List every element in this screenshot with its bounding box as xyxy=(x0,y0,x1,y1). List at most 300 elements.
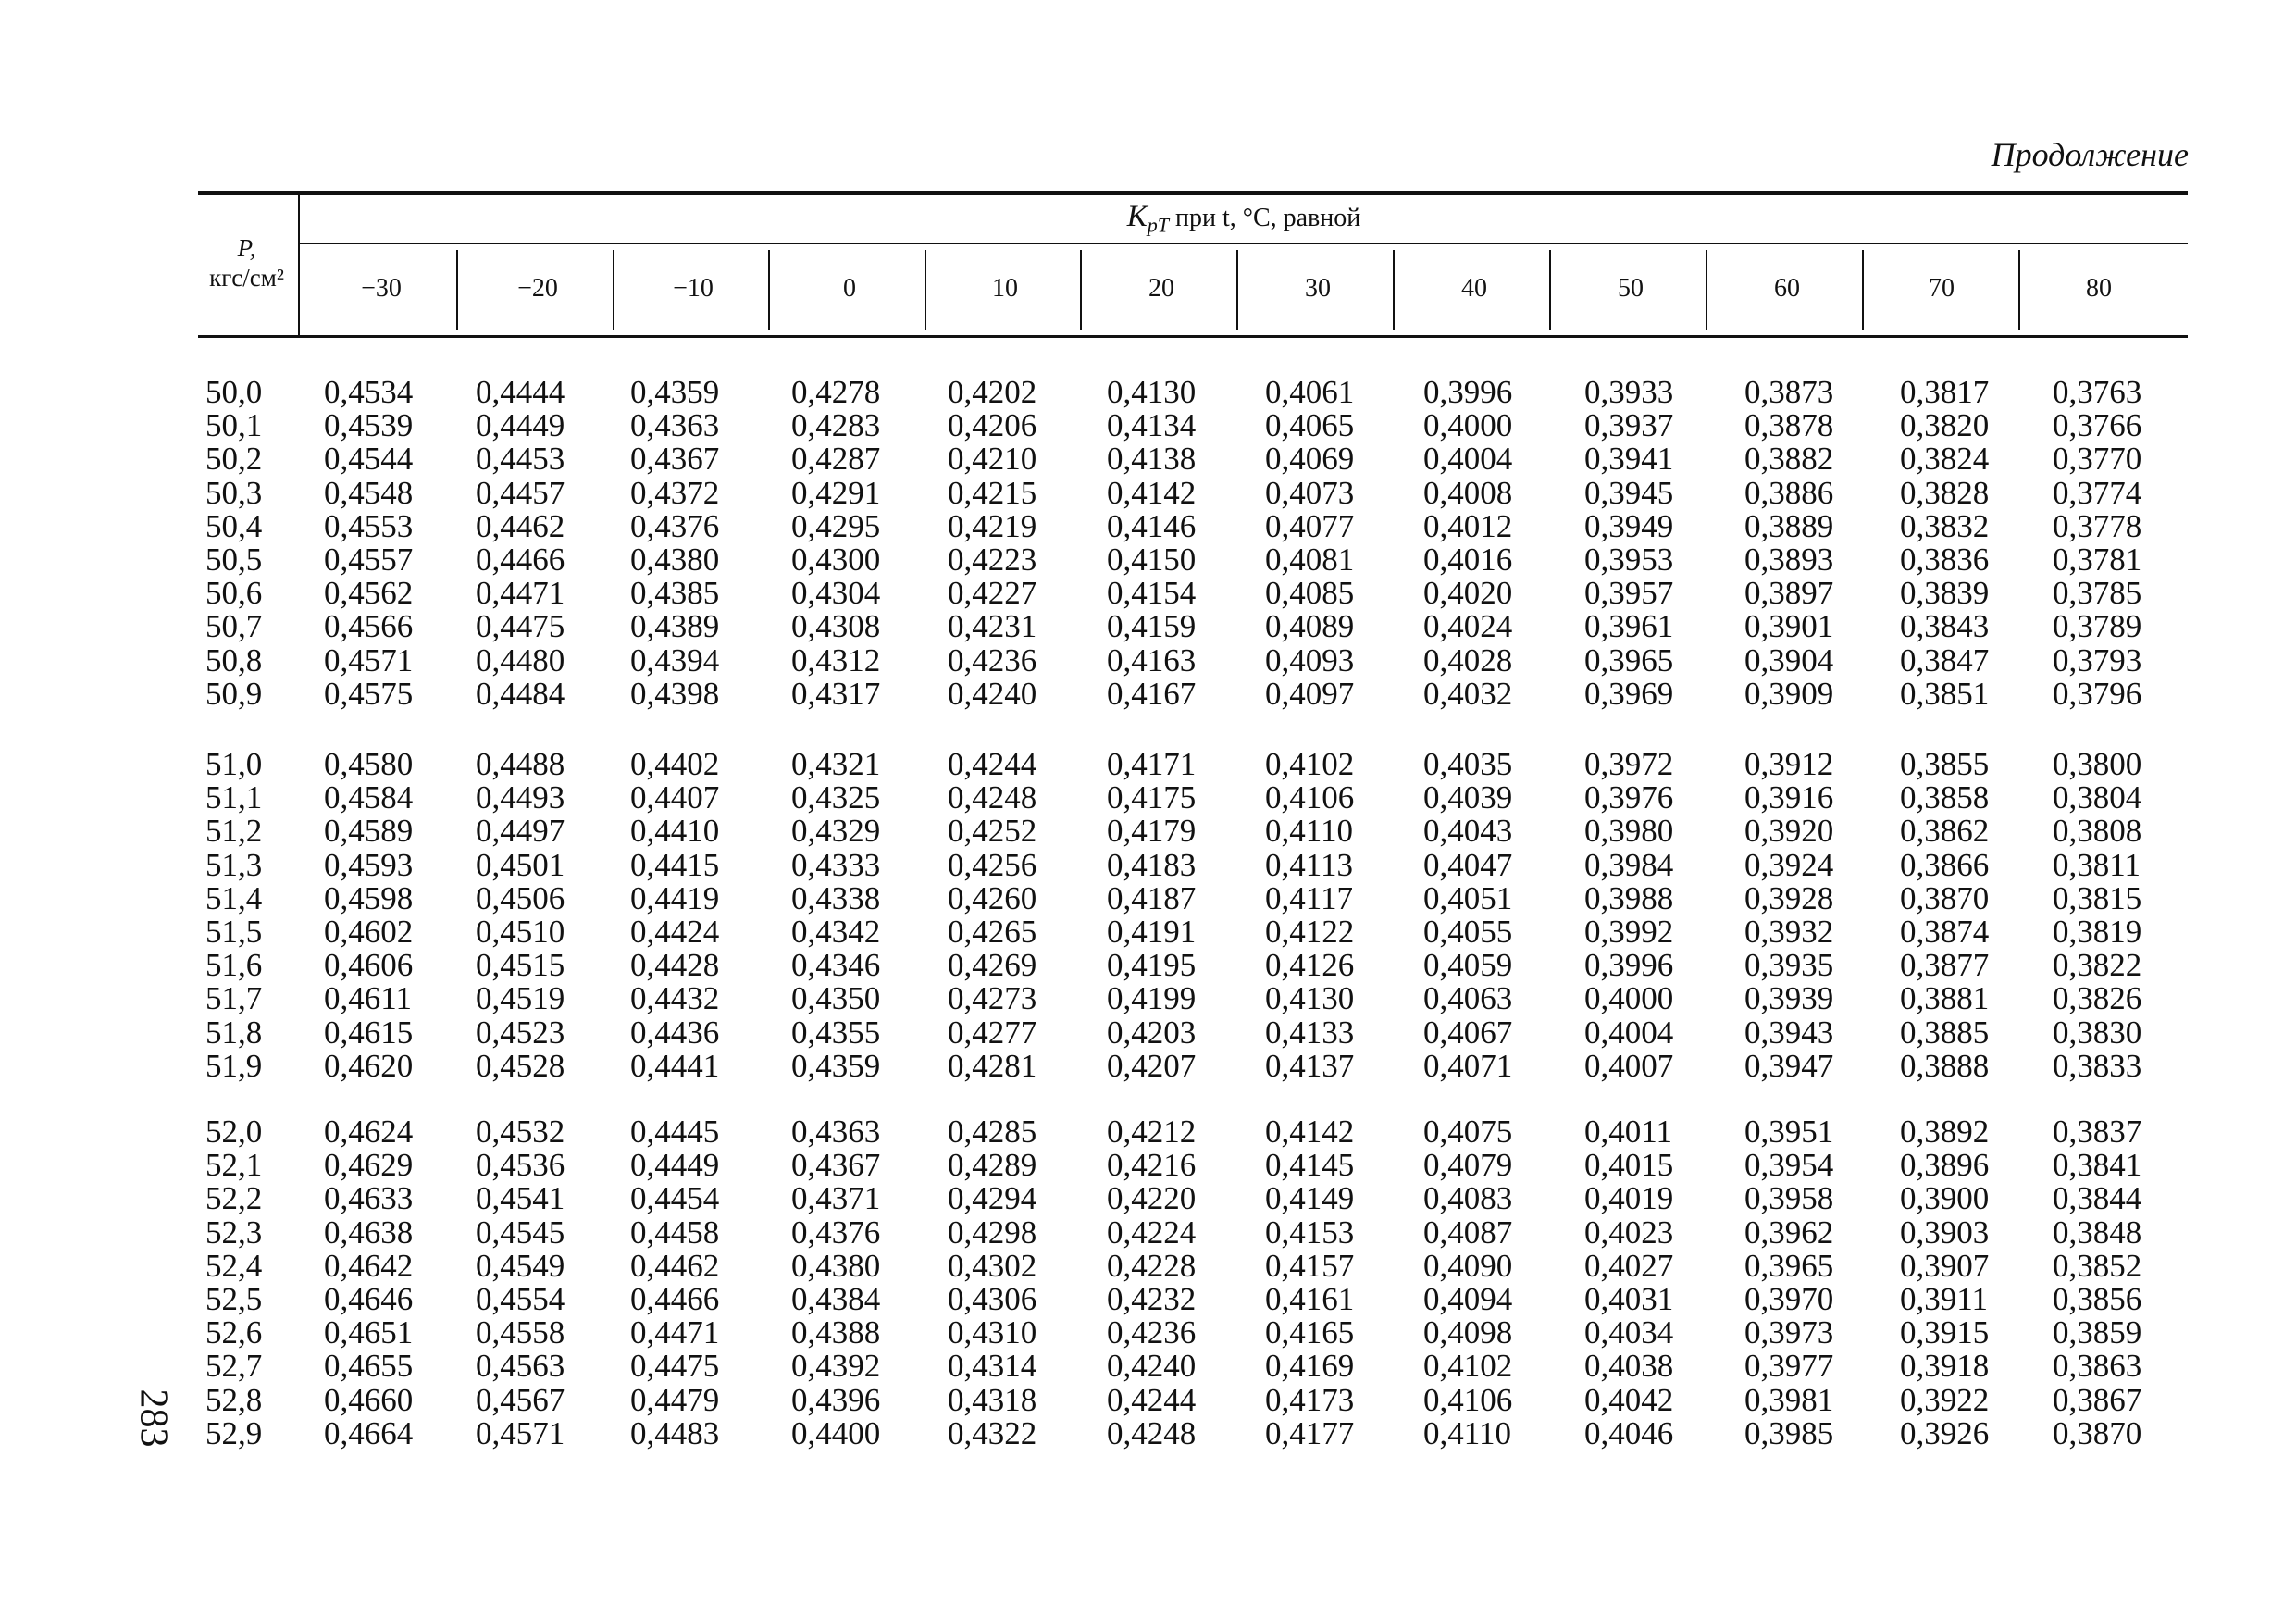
coefficient-cell: 0,3848 xyxy=(2053,1214,2142,1251)
coefficient-cell: 0,4410 xyxy=(630,813,720,849)
coefficient-cell: 0,4457 xyxy=(476,475,565,511)
coefficient-cell: 0,4575 xyxy=(324,676,414,712)
coefficient-cell: 0,3781 xyxy=(2053,541,2142,578)
pressure-cell: 50,6 xyxy=(205,575,263,611)
coefficient-cell: 0,3949 xyxy=(1584,508,1674,544)
coefficient-cell: 0,4203 xyxy=(1107,1014,1197,1051)
coefficient-cell: 0,4215 xyxy=(948,475,1037,511)
pressure-cell: 52,6 xyxy=(205,1314,263,1350)
coefficient-cell: 0,4484 xyxy=(476,676,565,712)
coefficient-cell: 0,4322 xyxy=(948,1415,1037,1451)
coefficient-cell: 0,3972 xyxy=(1584,746,1674,782)
coefficient-cell: 0,4137 xyxy=(1265,1048,1355,1084)
coefficient-cell: 0,3933 xyxy=(1584,374,1674,410)
pressure-cell: 52,1 xyxy=(205,1147,263,1183)
coefficient-cell: 0,3852 xyxy=(2053,1248,2142,1284)
coefficient-cell: 0,4039 xyxy=(1423,779,1513,815)
coefficient-cell: 0,4145 xyxy=(1265,1147,1355,1183)
coefficient-cell: 0,4466 xyxy=(476,541,565,578)
coefficient-cell: 0,4024 xyxy=(1423,608,1513,644)
table-row xyxy=(0,543,2296,577)
coefficient-cell: 0,4073 xyxy=(1265,475,1355,511)
coefficient-cell: 0,4548 xyxy=(324,475,414,511)
pressure-cell: 52,7 xyxy=(205,1348,263,1384)
coefficient-cell: 0,3973 xyxy=(1744,1314,1834,1350)
pressure-cell: 51,7 xyxy=(205,980,263,1016)
coefficient-cell: 0,4493 xyxy=(476,779,565,815)
coefficient-cell: 0,4023 xyxy=(1584,1214,1674,1251)
coefficient-cell: 0,3874 xyxy=(1900,914,1990,950)
coefficient-cell: 0,4394 xyxy=(630,642,720,678)
coefficient-cell: 0,4441 xyxy=(630,1048,720,1084)
coefficient-cell: 0,4318 xyxy=(948,1382,1037,1418)
table-row xyxy=(0,409,2296,442)
coefficient-cell: 0,3882 xyxy=(1744,441,1834,477)
coefficient-cell: 0,4223 xyxy=(948,541,1037,578)
coefficient-cell: 0,4232 xyxy=(1107,1281,1197,1317)
coefficient-cell: 0,4011 xyxy=(1584,1114,1672,1150)
coefficient-cell: 0,4655 xyxy=(324,1348,414,1384)
coefficient-cell: 0,3832 xyxy=(1900,508,1990,544)
coefficient-cell: 0,4633 xyxy=(324,1180,414,1216)
coefficient-cell: 0,3885 xyxy=(1900,1014,1990,1051)
temperature-column-divider xyxy=(613,250,614,330)
pressure-cell: 51,2 xyxy=(205,813,263,849)
table-row xyxy=(0,1384,2296,1417)
coefficient-cell: 0,4207 xyxy=(1107,1048,1197,1084)
coefficient-cell: 0,4497 xyxy=(476,813,565,849)
temperature-column-divider xyxy=(1862,250,1864,330)
coefficient-cell: 0,4294 xyxy=(948,1180,1037,1216)
coefficient-cell: 0,4187 xyxy=(1107,880,1197,916)
pressure-cell: 51,3 xyxy=(205,847,263,883)
temperature-header-cell: 80 xyxy=(2086,274,2112,303)
coefficient-cell: 0,3962 xyxy=(1744,1214,1834,1251)
coefficient-cell: 0,4664 xyxy=(324,1415,414,1451)
coefficient-cell: 0,4285 xyxy=(948,1114,1037,1150)
coefficient-cell: 0,4277 xyxy=(948,1014,1037,1051)
pressure-cell: 50,9 xyxy=(205,676,263,712)
coefficient-cell: 0,4589 xyxy=(324,813,414,849)
coefficient-cell: 0,4106 xyxy=(1423,1382,1513,1418)
coefficient-cell: 0,4615 xyxy=(324,1014,414,1051)
coefficient-cell: 0,4171 xyxy=(1107,746,1197,782)
coefficient-cell: 0,4523 xyxy=(476,1014,565,1051)
coefficient-cell: 0,4359 xyxy=(630,374,720,410)
coefficient-cell: 0,4089 xyxy=(1265,608,1355,644)
table-row xyxy=(0,1050,2296,1083)
coefficient-cell: 0,3980 xyxy=(1584,813,1674,849)
table-top-rule xyxy=(198,191,2188,195)
coefficient-cell: 0,3785 xyxy=(2053,575,2142,611)
coefficient-cell: 0,4055 xyxy=(1423,914,1513,950)
pressure-unit: кгс/см² xyxy=(209,264,284,292)
coefficient-cell: 0,4032 xyxy=(1423,676,1513,712)
coefficient-cell: 0,4212 xyxy=(1107,1114,1197,1150)
temperature-header-cell: 50 xyxy=(1618,274,1644,303)
coefficient-cell: 0,4444 xyxy=(476,374,565,410)
coefficient-cell: 0,4093 xyxy=(1265,642,1355,678)
pressure-cell: 52,9 xyxy=(205,1415,263,1451)
coefficient-cell: 0,4289 xyxy=(948,1147,1037,1183)
coefficient-cell: 0,4130 xyxy=(1265,980,1355,1016)
table-row xyxy=(0,748,2296,781)
coefficient-cell: 0,3774 xyxy=(2053,475,2142,511)
pressure-cell: 51,5 xyxy=(205,914,263,950)
coefficient-cell: 0,4545 xyxy=(476,1214,565,1251)
coefficient-cell: 0,3939 xyxy=(1744,980,1834,1016)
coefficient-cell: 0,3817 xyxy=(1900,374,1990,410)
pressure-cell: 51,1 xyxy=(205,779,263,815)
coefficient-cell: 0,3888 xyxy=(1900,1048,1990,1084)
coefficient-cell: 0,4256 xyxy=(948,847,1037,883)
coefficient-cell: 0,4169 xyxy=(1265,1348,1355,1384)
coefficient-cell: 0,4453 xyxy=(476,441,565,477)
coefficient-cell: 0,3988 xyxy=(1584,880,1674,916)
coefficient-cell: 0,4130 xyxy=(1107,374,1197,410)
coefficient-cell: 0,3886 xyxy=(1744,475,1834,511)
coefficient-cell: 0,4195 xyxy=(1107,947,1197,983)
coefficient-cell: 0,4035 xyxy=(1423,746,1513,782)
coefficient-cell: 0,4400 xyxy=(791,1415,881,1451)
coefficient-cell: 0,4149 xyxy=(1265,1180,1355,1216)
coefficient-cell: 0,4363 xyxy=(791,1114,881,1150)
coefficient-cell: 0,4359 xyxy=(791,1048,881,1084)
coefficient-cell: 0,4558 xyxy=(476,1314,565,1350)
coefficient-cell: 0,3873 xyxy=(1744,374,1834,410)
coefficient-cell: 0,4372 xyxy=(630,475,720,511)
coefficient-cell: 0,4563 xyxy=(476,1348,565,1384)
coefficient-cell: 0,4314 xyxy=(948,1348,1037,1384)
coefficient-cell: 0,3984 xyxy=(1584,847,1674,883)
coefficient-cell: 0,4458 xyxy=(630,1214,720,1251)
coefficient-cell: 0,4283 xyxy=(791,407,881,443)
temperature-column-divider xyxy=(456,250,458,330)
coefficient-cell: 0,3863 xyxy=(2053,1348,2142,1384)
coefficient-cell: 0,4466 xyxy=(630,1281,720,1317)
coefficient-cell: 0,4159 xyxy=(1107,608,1197,644)
coefficient-cell: 0,4396 xyxy=(791,1382,881,1418)
pressure-cell: 52,2 xyxy=(205,1180,263,1216)
pressure-cell: 52,8 xyxy=(205,1382,263,1418)
temperature-header-cell: 40 xyxy=(1461,274,1487,303)
coefficient-cell: 0,3926 xyxy=(1900,1415,1990,1451)
temperature-header-cell: 60 xyxy=(1774,274,1800,303)
coefficient-cell: 0,4042 xyxy=(1584,1382,1674,1418)
coefficient-cell: 0,4069 xyxy=(1265,441,1355,477)
table-row xyxy=(0,1283,2296,1316)
coefficient-cell: 0,4248 xyxy=(948,779,1037,815)
coefficient-cell: 0,4004 xyxy=(1584,1014,1674,1051)
coefficient-cell: 0,4153 xyxy=(1265,1214,1355,1251)
coefficient-cell: 0,3867 xyxy=(2053,1382,2142,1418)
coefficient-cell: 0,4462 xyxy=(630,1248,720,1284)
coefficient-cell: 0,4051 xyxy=(1423,880,1513,916)
table-row xyxy=(0,678,2296,711)
table-row xyxy=(0,849,2296,882)
coefficient-cell: 0,4567 xyxy=(476,1382,565,1418)
coefficient-cell: 0,4173 xyxy=(1265,1382,1355,1418)
pressure-cell: 51,0 xyxy=(205,746,263,782)
table-row xyxy=(0,1316,2296,1350)
coefficient-cell: 0,4278 xyxy=(791,374,881,410)
temperature-header-cell: 70 xyxy=(1929,274,1955,303)
coefficient-cell: 0,4528 xyxy=(476,1048,565,1084)
coefficient-cell: 0,4471 xyxy=(476,575,565,611)
coefficient-cell: 0,4102 xyxy=(1423,1348,1513,1384)
coefficient-cell: 0,4445 xyxy=(630,1114,720,1150)
coefficient-cell: 0,3932 xyxy=(1744,914,1834,950)
coefficient-cell: 0,4515 xyxy=(476,947,565,983)
coefficient-cell: 0,3954 xyxy=(1744,1147,1834,1183)
coefficient-cell: 0,3889 xyxy=(1744,508,1834,544)
coefficient-cell: 0,4228 xyxy=(1107,1248,1197,1284)
table-row xyxy=(0,1182,2296,1215)
coefficient-cell: 0,3961 xyxy=(1584,608,1674,644)
coefficient-cell: 0,4110 xyxy=(1423,1415,1511,1451)
coefficient-cell: 0,4660 xyxy=(324,1382,414,1418)
coefficient-cell: 0,3856 xyxy=(2053,1281,2142,1317)
coefficient-cell: 0,4146 xyxy=(1107,508,1197,544)
table-row xyxy=(0,1149,2296,1182)
table-row xyxy=(0,376,2296,409)
temperature-header-cell: 30 xyxy=(1305,274,1331,303)
coefficient-cell: 0,4126 xyxy=(1265,947,1355,983)
coefficient-cell: 0,4175 xyxy=(1107,779,1197,815)
coefficient-cell: 0,3935 xyxy=(1744,947,1834,983)
temperature-column-divider xyxy=(1706,250,1707,330)
temperature-column-divider xyxy=(1236,250,1238,330)
coefficient-cell: 0,4094 xyxy=(1423,1281,1513,1317)
coefficient-cell: 0,3800 xyxy=(2053,746,2142,782)
coefficient-cell: 0,4415 xyxy=(630,847,720,883)
coefficient-cell: 0,4028 xyxy=(1423,642,1513,678)
coefficient-cell: 0,4061 xyxy=(1265,374,1355,410)
coefficient-cell: 0,4329 xyxy=(791,813,881,849)
coefficient-cell: 0,3836 xyxy=(1900,541,1990,578)
coefficient-cell: 0,4000 xyxy=(1423,407,1513,443)
coefficient-cell: 0,3920 xyxy=(1744,813,1834,849)
coefficient-cell: 0,4355 xyxy=(791,1014,881,1051)
coefficient-cell: 0,4133 xyxy=(1265,1014,1355,1051)
coefficient-cell: 0,4593 xyxy=(324,847,414,883)
coefficient-cell: 0,3833 xyxy=(2053,1048,2142,1084)
pressure-cell: 52,3 xyxy=(205,1214,263,1251)
coefficient-cell: 0,4224 xyxy=(1107,1214,1197,1251)
coefficient-cell: 0,4651 xyxy=(324,1314,414,1350)
coefficient-cell: 0,3819 xyxy=(2053,914,2142,950)
coefficient-cell: 0,4363 xyxy=(630,407,720,443)
coefficient-cell: 0,3844 xyxy=(2053,1180,2142,1216)
coefficient-cell: 0,3870 xyxy=(2053,1415,2142,1451)
coefficient-cell: 0,4269 xyxy=(948,947,1037,983)
coefficient-cell: 0,3951 xyxy=(1744,1114,1834,1150)
coefficient-cell: 0,4384 xyxy=(791,1281,881,1317)
coefficient-cell: 0,3855 xyxy=(1900,746,1990,782)
coefficient-cell: 0,3839 xyxy=(1900,575,1990,611)
coefficient-cell: 0,4183 xyxy=(1107,847,1197,883)
coefficient-cell: 0,4248 xyxy=(1107,1415,1197,1451)
coefficient-cell: 0,4210 xyxy=(948,441,1037,477)
coefficient-cell: 0,3897 xyxy=(1744,575,1834,611)
coefficient-cell: 0,3858 xyxy=(1900,779,1990,815)
coefficient-cell: 0,3996 xyxy=(1423,374,1513,410)
coefficient-cell: 0,4304 xyxy=(791,575,881,611)
coefficient-cell: 0,3965 xyxy=(1584,642,1674,678)
coefficient-cell: 0,3924 xyxy=(1744,847,1834,883)
coefficient-cell: 0,4475 xyxy=(630,1348,720,1384)
pressure-symbol: P, xyxy=(237,234,256,262)
coefficient-header-text: при t, °C, равной xyxy=(1175,204,1361,232)
coefficient-symbol: K xyxy=(1126,200,1148,233)
table-row xyxy=(0,915,2296,949)
coefficient-cell: 0,4154 xyxy=(1107,575,1197,611)
coefficient-cell: 0,4536 xyxy=(476,1147,565,1183)
coefficient-cell: 0,4389 xyxy=(630,608,720,644)
coefficient-cell: 0,4083 xyxy=(1423,1180,1513,1216)
coefficient-cell: 0,3866 xyxy=(1900,847,1990,883)
coefficient-cell: 0,4646 xyxy=(324,1281,414,1317)
coefficient-cell: 0,3901 xyxy=(1744,608,1834,644)
coefficient-cell: 0,4419 xyxy=(630,880,720,916)
coefficient-cell: 0,4059 xyxy=(1423,947,1513,983)
coefficient-cell: 0,4471 xyxy=(630,1314,720,1350)
coefficient-cell: 0,4167 xyxy=(1107,676,1197,712)
coefficient-cell: 0,3945 xyxy=(1584,475,1674,511)
coefficient-cell: 0,4539 xyxy=(324,407,414,443)
pressure-cell: 52,4 xyxy=(205,1248,263,1284)
coefficient-cell: 0,4122 xyxy=(1265,914,1355,950)
coefficient-cell: 0,4075 xyxy=(1423,1114,1513,1150)
coefficient-cell: 0,4199 xyxy=(1107,980,1197,1016)
pressure-column-header xyxy=(198,233,295,292)
coefficient-cell: 0,4385 xyxy=(630,575,720,611)
coefficient-cell: 0,3841 xyxy=(2053,1147,2142,1183)
coefficient-cell: 0,3811 xyxy=(2053,847,2141,883)
coefficient-cell: 0,4388 xyxy=(791,1314,881,1350)
coefficient-cell: 0,4510 xyxy=(476,914,565,950)
coefficient-cell: 0,4265 xyxy=(948,914,1037,950)
coefficient-cell: 0,3941 xyxy=(1584,441,1674,477)
coefficient-cell: 0,4012 xyxy=(1423,508,1513,544)
coefficient-cell: 0,4236 xyxy=(948,642,1037,678)
coefficient-cell: 0,4553 xyxy=(324,508,414,544)
coefficient-cell: 0,4065 xyxy=(1265,407,1355,443)
table-row xyxy=(0,1417,2296,1450)
coefficient-cell: 0,4000 xyxy=(1584,980,1674,1016)
table-row xyxy=(0,644,2296,678)
coefficient-cell: 0,3789 xyxy=(2053,608,2142,644)
coefficient-cell: 0,4043 xyxy=(1423,813,1513,849)
pressure-cell: 50,0 xyxy=(205,374,263,410)
coefficient-cell: 0,4081 xyxy=(1265,541,1355,578)
coefficient-cell: 0,4063 xyxy=(1423,980,1513,1016)
coefficient-cell: 0,4306 xyxy=(948,1281,1037,1317)
coefficient-cell: 0,3915 xyxy=(1900,1314,1990,1350)
coefficient-cell: 0,4163 xyxy=(1107,642,1197,678)
coefficient-cell: 0,4584 xyxy=(324,779,414,815)
coefficient-cell: 0,3943 xyxy=(1744,1014,1834,1051)
pressure-cell: 50,7 xyxy=(205,608,263,644)
coefficient-cell: 0,3976 xyxy=(1584,779,1674,815)
pressure-cell: 51,9 xyxy=(205,1048,263,1084)
temperature-column-divider xyxy=(768,250,770,330)
coefficient-cell: 0,4376 xyxy=(791,1214,881,1251)
coefficient-cell: 0,4611 xyxy=(324,980,412,1016)
temperature-header-cell: 20 xyxy=(1148,274,1174,303)
coefficient-cell: 0,4038 xyxy=(1584,1348,1674,1384)
coefficient-cell: 0,3851 xyxy=(1900,676,1990,712)
coefficient-cell: 0,4380 xyxy=(791,1248,881,1284)
coefficient-cell: 0,3957 xyxy=(1584,575,1674,611)
coefficient-cell: 0,3903 xyxy=(1900,1214,1990,1251)
coefficient-cell: 0,4488 xyxy=(476,746,565,782)
coefficient-cell: 0,4325 xyxy=(791,779,881,815)
coefficient-cell: 0,4376 xyxy=(630,508,720,544)
coefficient-cell: 0,4220 xyxy=(1107,1180,1197,1216)
coefficient-cell: 0,4260 xyxy=(948,880,1037,916)
coefficient-cell: 0,4571 xyxy=(476,1415,565,1451)
coefficient-cell: 0,4244 xyxy=(948,746,1037,782)
coefficient-cell: 0,3916 xyxy=(1744,779,1834,815)
coefficient-cell: 0,3985 xyxy=(1744,1415,1834,1451)
coefficient-cell: 0,4602 xyxy=(324,914,414,950)
coefficient-cell: 0,4338 xyxy=(791,880,881,916)
coefficient-cell: 0,4031 xyxy=(1584,1281,1674,1317)
coefficient-cell: 0,3766 xyxy=(2053,407,2142,443)
coefficient-cell: 0,4206 xyxy=(948,407,1037,443)
coefficient-cell: 0,3843 xyxy=(1900,608,1990,644)
temperature-header-cell: −30 xyxy=(361,274,402,303)
pressure-cell: 50,5 xyxy=(205,541,263,578)
coefficient-cell: 0,3826 xyxy=(2053,980,2142,1016)
coefficient-cell: 0,4110 xyxy=(1265,813,1353,849)
coefficient-cell: 0,4402 xyxy=(630,746,720,782)
temperature-header-cell: 10 xyxy=(992,274,1018,303)
coefficient-cell: 0,4620 xyxy=(324,1048,414,1084)
coefficient-cell: 0,3907 xyxy=(1900,1248,1990,1284)
coefficient-cell: 0,4454 xyxy=(630,1180,720,1216)
coefficient-cell: 0,3912 xyxy=(1744,746,1834,782)
coefficient-cell: 0,4638 xyxy=(324,1214,414,1251)
coefficient-cell: 0,3958 xyxy=(1744,1180,1834,1216)
coefficient-cell: 0,4557 xyxy=(324,541,414,578)
coefficient-cell: 0,3828 xyxy=(1900,475,1990,511)
coefficient-cell: 0,4436 xyxy=(630,1014,720,1051)
coefficient-cell: 0,3892 xyxy=(1900,1114,1990,1150)
temperature-column-divider xyxy=(2018,250,2020,330)
coefficient-cell: 0,4629 xyxy=(324,1147,414,1183)
temperature-column-divider xyxy=(1080,250,1082,330)
coefficient-cell: 0,4240 xyxy=(1107,1348,1197,1384)
coefficient-cell: 0,4244 xyxy=(1107,1382,1197,1418)
coefficient-cell: 0,3881 xyxy=(1900,980,1990,1016)
coefficient-cell: 0,3859 xyxy=(2053,1314,2142,1350)
coefficient-cell: 0,4097 xyxy=(1265,676,1355,712)
temperature-header-cell: −10 xyxy=(673,274,714,303)
temperature-column-divider xyxy=(925,250,926,330)
coefficient-cell: 0,4077 xyxy=(1265,508,1355,544)
coefficient-cell: 0,4428 xyxy=(630,947,720,983)
table-row xyxy=(0,1216,2296,1250)
header-bottom-rule xyxy=(198,335,2188,338)
coefficient-cell: 0,3996 xyxy=(1584,947,1674,983)
coefficient-subscript: pT xyxy=(1147,213,1169,237)
coefficient-cell: 0,3837 xyxy=(2053,1114,2142,1150)
coefficient-cell: 0,3822 xyxy=(2053,947,2142,983)
coefficient-cell: 0,4179 xyxy=(1107,813,1197,849)
coefficient-cell: 0,4177 xyxy=(1265,1415,1355,1451)
